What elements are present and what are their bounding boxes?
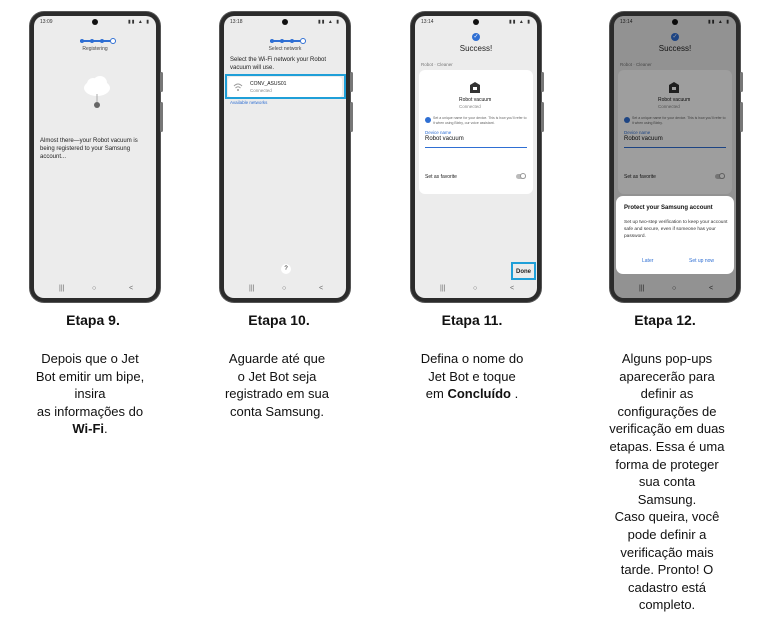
cloud-upload-icon [82,74,112,114]
device-info-text: Set a unique name for your device. This is how you'll refer to it when using Bixby, our voice assistant. [433,116,527,125]
screen-header: Registering [82,46,108,52]
status-time: 13:14 [620,19,633,25]
progress-dot-current [110,38,116,44]
home-button[interactable]: ○ [92,285,97,292]
status-time: 13:14 [421,19,434,25]
recent-apps-button[interactable]: ||| [59,285,65,292]
progress-dot [290,39,294,43]
back-button[interactable]: < [709,285,714,292]
device-name-input[interactable]: Robot vacuum [624,136,663,142]
status-time: 13:09 [40,19,53,25]
progress-dot-current [300,38,306,44]
available-networks-label: Available networks [230,100,268,105]
help-icon[interactable]: ? [281,264,291,274]
progress-line [80,40,110,42]
protect-account-popup [616,196,734,274]
recent-apps-button[interactable]: ||| [249,285,255,292]
later-button[interactable]: Later [642,258,654,264]
camera-hole [473,19,479,25]
step-9-column [0,0,190,639]
favorite-toggle[interactable] [516,174,526,179]
progress-dot [270,39,274,43]
phone-step-10 [220,12,350,302]
info-icon [425,117,431,123]
status-icons: ▮▮ ▲ ▮ [708,19,730,25]
device-status: Connected [658,104,680,109]
popup-title: Protect your Samsung account [624,205,713,211]
step-title: Etapa 11. [441,312,503,328]
step-title: Etapa 9. [66,312,120,328]
home-button[interactable]: ○ [672,285,677,292]
device-card [419,70,533,194]
screen-header: Select network [268,46,302,52]
network-prompt: Select the Wi-Fi network your Robot vacuum will use. [230,57,327,71]
device-name-label: Device name [624,130,651,135]
success-title: Success! [459,44,493,53]
phone-step-11 [411,12,541,302]
progress-dot [80,39,84,43]
recent-apps-button[interactable]: ||| [440,285,446,292]
highlight-box [225,74,346,99]
nav-bar [415,284,537,296]
progress-dot [90,39,94,43]
progress-dot [280,39,284,43]
nav-bar [614,284,736,296]
step-title: Etapa 10. [248,312,310,328]
setup-now-button[interactable]: Set up now [689,258,715,264]
step-description: Depois que o Jet Bot emitir um bipe, insira as informações do Wi-Fi. [35,351,145,436]
status-icons: ▮▮ ▲ ▮ [128,19,150,25]
network-status: Connected [250,88,272,93]
success-title: Success! [658,44,692,53]
device-name-label: Device name [425,130,452,135]
back-button[interactable]: < [319,285,324,292]
favorite-label: Set as favorite [624,174,656,180]
device-name-input[interactable]: Robot vacuum [425,136,464,142]
done-button[interactable]: Done [516,269,531,275]
home-button[interactable]: ○ [473,285,478,292]
status-time: 13:18 [230,19,243,25]
subtitle: Robot · Cleaner [620,62,652,67]
step-description: Aguarde até que o Jet Bot seja registrado em sua conta Samsung. [224,351,330,419]
device-name-display: Robot vacuum [658,97,691,103]
device-info-text: Set a unique name for your device. This is how you'll refer to it when using Bixby. [632,116,726,125]
progress-line [270,40,300,42]
subtitle: Robot · Cleaner [421,62,453,67]
nav-bar [224,284,346,296]
phone-step-9 [30,12,160,302]
back-button[interactable]: < [510,285,515,292]
status-icons: ▮▮ ▲ ▮ [318,19,340,25]
screen-select-network [224,16,346,298]
camera-hole [92,19,98,25]
step-10-column [190,0,380,639]
highlight-box [511,262,536,280]
home-button[interactable]: ○ [282,285,287,292]
progress-dot [100,39,104,43]
step-description: Defina o nome do Jet Bot e toque em Concluído . [420,351,524,401]
step-12-column [570,0,760,639]
network-name: CONV_ASUS01 [250,81,287,87]
phone-step-12 [610,12,740,302]
favorite-label: Set as favorite [425,174,457,180]
registering-message: Almost there—your Robot vacuum is being registered to your Samsung account... [40,138,138,160]
check-icon: ✓ [473,34,479,40]
step-description: Alguns pop-ups aparecerão para definir as configurações de verificação em duas etapas. Essa é uma forma de proteger sua conta Samsung. Caso queira, você pode definir a verificação mais tarde. Pronto! O cadastro está completo. [609,351,725,613]
screen-protect-account [614,16,736,298]
screen-success [415,16,537,298]
device-name-display: Robot vacuum [459,97,492,103]
popup-body: Set up two-step verification to keep your account safe and secure, even if someone has your password. [624,220,728,239]
step-title: Etapa 12. [634,312,696,328]
screen-registering [34,16,156,298]
step-11-column [380,0,570,639]
nav-bar [34,284,156,296]
back-button[interactable]: < [129,285,134,292]
recent-apps-button[interactable]: ||| [639,285,645,292]
device-status: Connected [459,104,481,109]
status-icons: ▮▮ ▲ ▮ [509,19,531,25]
check-icon: ✓ [672,34,678,40]
robot-vacuum-icon [469,82,481,94]
camera-hole [282,19,288,25]
